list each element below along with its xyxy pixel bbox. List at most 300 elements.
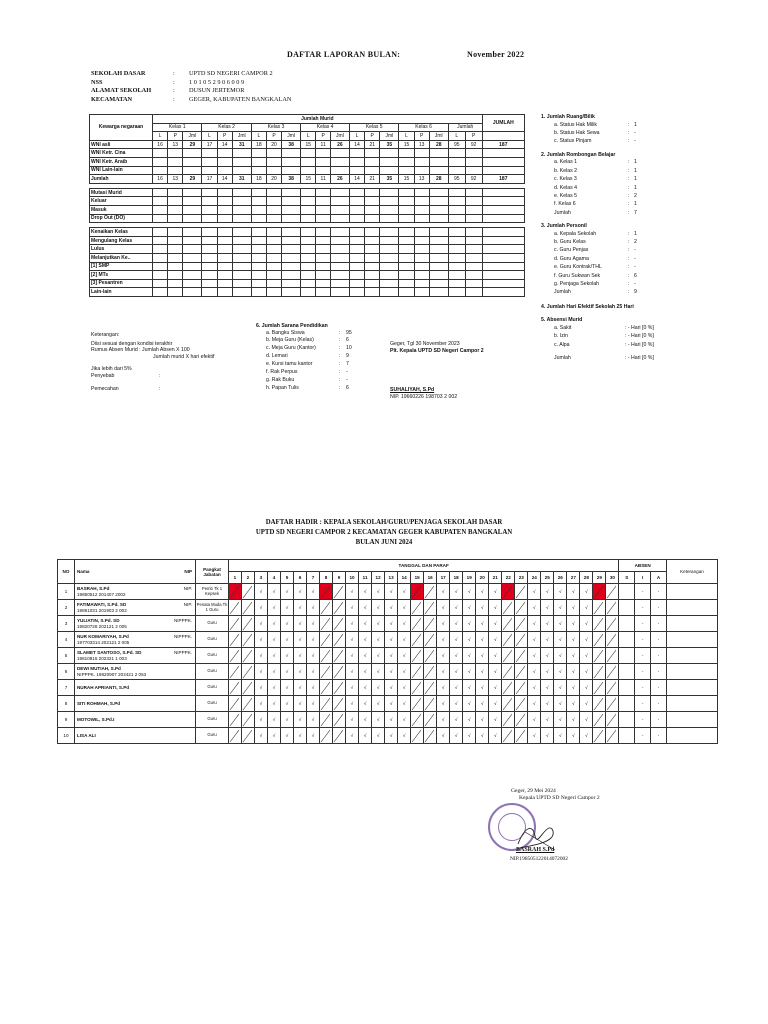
cell [465, 271, 482, 280]
day-header: 1 [228, 572, 241, 584]
cell [414, 228, 429, 237]
row-name: YULIATIN, S.Pd. SD NIPPPK. 19820728 202121 2 005 [74, 616, 195, 632]
day-cell [593, 728, 606, 744]
list-item: b. Izin : - Hari [0 %] [554, 333, 654, 340]
day-cell [333, 696, 346, 712]
cell [251, 271, 266, 280]
keterangan-cell [666, 712, 717, 728]
slash-mark [333, 665, 343, 679]
day-cell [515, 632, 528, 648]
day-cell: √ [541, 680, 554, 696]
row-label: WNI Ketr. Cina [90, 149, 153, 158]
cell [202, 262, 217, 271]
day-cell: √ [307, 584, 320, 600]
cell [217, 214, 232, 223]
cell [448, 228, 465, 237]
cell [380, 271, 399, 280]
cell [168, 214, 183, 223]
cell [282, 271, 301, 280]
slash-mark [333, 633, 343, 647]
s1-title: 1. Jumlah Ruang/Bilik [541, 114, 595, 120]
cell [266, 188, 281, 197]
note-diisi: Diisi sesuai dengan kondisi terakhir [91, 340, 173, 347]
row-jabatan: Guru [196, 664, 229, 680]
cell [251, 253, 266, 262]
cell [153, 262, 168, 271]
day-cell [320, 600, 333, 616]
day-cell [241, 728, 254, 744]
cell [251, 188, 266, 197]
cell [349, 271, 364, 280]
cell [448, 271, 465, 280]
cell [316, 279, 331, 288]
cell [414, 214, 429, 223]
cell [217, 245, 232, 254]
table-row [90, 188, 525, 197]
day-header: 20 [476, 572, 489, 584]
day-cell [424, 680, 437, 696]
slash-mark [242, 697, 252, 711]
day-cell: √ [346, 600, 359, 616]
cell [251, 214, 266, 223]
day-cell: √ [580, 664, 593, 680]
cell: 14 [217, 175, 232, 184]
slash-mark [515, 601, 525, 615]
cell [349, 157, 364, 166]
h-pangkat: Pangkat Jabatan [196, 560, 229, 584]
cell: 31 [232, 175, 251, 184]
absen-header: A [651, 572, 667, 584]
sub-header: P [168, 132, 183, 141]
slash-mark [424, 697, 434, 711]
keterangan-cell [666, 680, 717, 696]
day-cell: √ [450, 632, 463, 648]
slash-mark [593, 665, 603, 679]
cell [399, 271, 414, 280]
slash-mark [606, 617, 616, 631]
day-cell: √ [294, 648, 307, 664]
day-cell: √ [346, 728, 359, 744]
cell [330, 214, 349, 223]
note-keterangan: Keterangan: [91, 332, 120, 338]
table-row [90, 157, 525, 166]
cell [399, 279, 414, 288]
day-cell: √ [580, 648, 593, 664]
day-cell: √ [267, 584, 280, 600]
slash-mark [320, 665, 330, 679]
day-cell: √ [254, 680, 267, 696]
absen-s [619, 664, 635, 680]
day-header: 24 [528, 572, 541, 584]
slash-mark [411, 633, 421, 647]
day-cell: √ [541, 600, 554, 616]
cell [429, 288, 448, 297]
cell [202, 205, 217, 214]
cell [465, 157, 482, 166]
slash-mark [515, 633, 525, 647]
day-cell [228, 584, 241, 600]
slash-mark [333, 713, 343, 727]
day-cell [593, 584, 606, 600]
day-cell [241, 712, 254, 728]
keterangan-cell [666, 632, 717, 648]
cell [349, 188, 364, 197]
cell [316, 262, 331, 271]
sub-header: P [414, 132, 429, 141]
row-no: 6 [58, 664, 75, 680]
cell [399, 197, 414, 206]
slash-mark [229, 665, 239, 679]
cell: 13 [414, 175, 429, 184]
cell [301, 253, 316, 262]
cell [266, 166, 281, 175]
cell [266, 279, 281, 288]
cell [168, 166, 183, 175]
row-name: BASRAH, S.Pd NIP. 19850512 201407 2002 [74, 584, 195, 600]
day-cell [320, 664, 333, 680]
day-cell: √ [528, 696, 541, 712]
day-cell [320, 584, 333, 600]
cell [330, 149, 349, 158]
cell: 26 [330, 175, 349, 184]
day-cell: √ [359, 728, 372, 744]
day-cell: √ [528, 648, 541, 664]
slash-mark [424, 617, 434, 631]
cell [482, 166, 524, 175]
cell [217, 205, 232, 214]
cell [399, 228, 414, 237]
list-item: b. Guru Kelas : 2 [554, 239, 637, 246]
slash-mark [502, 585, 512, 599]
day-header: 6 [294, 572, 307, 584]
day-header: 12 [372, 572, 385, 584]
slash-mark [229, 617, 239, 631]
row-label: Keluar [90, 197, 153, 206]
day-cell [411, 712, 424, 728]
day-cell: √ [580, 680, 593, 696]
cell [217, 228, 232, 237]
day-cell: √ [437, 584, 450, 600]
sign-nip: NIP. 19660226 198703 2 002 [390, 393, 458, 400]
sarana-item: e. Kursi tamu kantor : 7 [266, 361, 349, 368]
list-item: g. Penjaga Sekolah : - [554, 281, 636, 288]
absen-i: - [635, 712, 651, 728]
day-cell: √ [463, 616, 476, 632]
slash-mark [242, 729, 252, 743]
sub-header: P [316, 132, 331, 141]
cell [380, 149, 399, 158]
cell [380, 205, 399, 214]
cell [183, 288, 202, 297]
day-cell [606, 648, 619, 664]
cell [251, 157, 266, 166]
day-cell: √ [580, 584, 593, 600]
table-row [90, 175, 525, 184]
cell [153, 214, 168, 223]
keterangan-cell [666, 664, 717, 680]
cell: 15 [301, 175, 316, 184]
cell: 11 [316, 175, 331, 184]
absen-a: - [651, 680, 667, 696]
day-cell: √ [294, 632, 307, 648]
cell [448, 288, 465, 297]
day-cell: √ [267, 728, 280, 744]
day-cell: √ [554, 664, 567, 680]
cell [414, 157, 429, 166]
cell [448, 214, 465, 223]
keterangan-cell [666, 600, 717, 616]
row-label: Mengulang Kelas [90, 236, 153, 245]
day-cell [320, 696, 333, 712]
absen-s [619, 728, 635, 744]
list-item: a. Sakit : - Hari [0 %] [554, 325, 654, 331]
day-cell [593, 664, 606, 680]
slash-mark [424, 681, 434, 695]
absen-s [619, 680, 635, 696]
cell [316, 253, 331, 262]
cell [365, 205, 380, 214]
cell [399, 288, 414, 297]
s5-title: 5. Absensi Murid [541, 317, 583, 324]
cell [251, 288, 266, 297]
sub-header: L [202, 132, 217, 141]
slash-mark [515, 617, 525, 631]
day-cell: √ [398, 664, 411, 680]
slash-mark [411, 601, 421, 615]
cell [448, 188, 465, 197]
cell [217, 188, 232, 197]
row-jabatan: Guru [196, 696, 229, 712]
day-cell: √ [359, 680, 372, 696]
note-rumus2: Jumlah murid X hari efektif [153, 353, 215, 360]
cell [316, 228, 331, 237]
day-cell [320, 680, 333, 696]
cell [232, 253, 251, 262]
cell [251, 149, 266, 158]
cell [282, 214, 301, 223]
slash-mark [229, 681, 239, 695]
sub-header: Jml [282, 132, 301, 141]
sarana-item: a. Bangku Siswa : 95 [266, 329, 352, 336]
day-cell: √ [450, 696, 463, 712]
cell [183, 188, 202, 197]
h-tanggal: TANGGAL DAN PARAF [228, 560, 618, 572]
cell [266, 149, 281, 158]
slash-mark [411, 729, 421, 743]
cell [399, 188, 414, 197]
row-no: 7 [58, 680, 75, 696]
day-cell [241, 648, 254, 664]
cell [168, 149, 183, 158]
day-cell [593, 648, 606, 664]
day-cell: √ [567, 712, 580, 728]
slash-mark [606, 601, 616, 615]
cell [266, 228, 281, 237]
sub-header: P [266, 132, 281, 141]
day-cell: √ [567, 664, 580, 680]
day-cell: √ [489, 696, 502, 712]
absen-a: - [651, 584, 667, 600]
table-row [90, 288, 525, 297]
day-header: 26 [554, 572, 567, 584]
cell [217, 157, 232, 166]
list-item: Jumlah : 7 [554, 209, 637, 216]
day-cell [515, 616, 528, 632]
cell [282, 245, 301, 254]
day-cell: √ [385, 600, 398, 616]
class-header: Kelas 6 [399, 123, 448, 132]
day-cell: √ [254, 728, 267, 744]
row-label: [3] Pesantren [90, 279, 153, 288]
day-cell: √ [580, 712, 593, 728]
sub-header: Jml [183, 132, 202, 141]
slash-mark [606, 585, 616, 599]
row-name: DEWI MUTIAH, S.Pd NIPPPK. 19820907 202421 2 053 [74, 664, 195, 680]
list-item: d. Kelas 4 : 1 [554, 184, 637, 191]
day-cell: √ [489, 584, 502, 600]
cell [168, 262, 183, 271]
day-cell: √ [554, 696, 567, 712]
cell [349, 205, 364, 214]
day-cell: √ [580, 616, 593, 632]
day-cell: √ [385, 680, 398, 696]
slash-mark [333, 649, 343, 663]
day-cell: √ [267, 632, 280, 648]
cell [301, 228, 316, 237]
cell: 95 [448, 175, 465, 184]
day-cell: √ [450, 648, 463, 664]
slash-mark [229, 585, 239, 599]
slash-mark [515, 697, 525, 711]
cell [316, 288, 331, 297]
cell [202, 253, 217, 262]
day-cell: √ [437, 648, 450, 664]
day-cell [228, 632, 241, 648]
day-header: 5 [280, 572, 293, 584]
slash-mark [502, 681, 512, 695]
cell [301, 288, 316, 297]
sub-header: P [465, 132, 482, 141]
h-keterangan: Keterangan [666, 560, 717, 584]
cell [482, 157, 524, 166]
day-cell [333, 728, 346, 744]
slash-mark [333, 697, 343, 711]
slash-mark [502, 729, 512, 743]
cell [349, 279, 364, 288]
absen-i: - [635, 600, 651, 616]
day-cell: √ [437, 600, 450, 616]
row-label: WNI asli [90, 140, 153, 149]
cell [282, 228, 301, 237]
cell [330, 197, 349, 206]
att-sign-name: BASRAH S.Pd [516, 847, 555, 853]
school-value-1: 1 0 1 0 5 2 9 0 6 0 0 9 [189, 78, 245, 86]
cell [399, 205, 414, 214]
list-item: f. Kelas 6 : 1 [554, 201, 637, 208]
h-absen: ABSEN [619, 560, 667, 572]
day-cell [424, 712, 437, 728]
absen-i: - [635, 664, 651, 680]
day-cell [502, 712, 515, 728]
table-row [90, 271, 525, 280]
slash-mark [333, 601, 343, 615]
day-cell [593, 696, 606, 712]
cell [217, 197, 232, 206]
day-cell: √ [359, 712, 372, 728]
sub-header: L [251, 132, 266, 141]
day-cell: √ [254, 648, 267, 664]
day-cell: √ [437, 712, 450, 728]
day-cell: √ [580, 632, 593, 648]
school-label-3: KECAMATAN [91, 95, 133, 103]
day-cell: √ [450, 680, 463, 696]
list-item: a. Status Hak Milik : 1 [554, 121, 637, 128]
cell [202, 271, 217, 280]
table-row [90, 253, 525, 262]
cell: 26 [330, 140, 349, 149]
slash-mark [333, 585, 343, 599]
sarana-item: h. Papan Tulis : 6 [266, 384, 349, 391]
cell [365, 166, 380, 175]
cell [232, 271, 251, 280]
day-cell: √ [489, 712, 502, 728]
absen-i: - [635, 648, 651, 664]
cell [282, 166, 301, 175]
absen-s [619, 712, 635, 728]
day-header: 17 [437, 572, 450, 584]
slash-mark [320, 697, 330, 711]
row-label: [1] SMP [90, 262, 153, 271]
day-cell [424, 600, 437, 616]
day-cell [333, 648, 346, 664]
cell [316, 271, 331, 280]
cell [183, 197, 202, 206]
cell [414, 166, 429, 175]
day-cell: √ [346, 680, 359, 696]
cell [202, 188, 217, 197]
day-cell: √ [476, 600, 489, 616]
day-cell [320, 712, 333, 728]
cell [153, 288, 168, 297]
cell [429, 245, 448, 254]
cell [282, 279, 301, 288]
day-cell: √ [528, 600, 541, 616]
cell: 18 [251, 175, 266, 184]
slash-mark [242, 601, 252, 615]
sub-header: L [349, 132, 364, 141]
cell [330, 253, 349, 262]
absen-i: - [635, 584, 651, 600]
report-signature [390, 341, 484, 400]
cell [282, 262, 301, 271]
slash-mark [242, 713, 252, 727]
slash-mark [424, 713, 434, 727]
row-name: FATIMAWATI, S.Pd. SD NIP. 19851031 201903 2 002 [74, 600, 195, 616]
cell [330, 279, 349, 288]
day-cell [502, 680, 515, 696]
cell [316, 214, 331, 223]
cell [183, 253, 202, 262]
day-cell [228, 664, 241, 680]
cell [232, 157, 251, 166]
cell [168, 188, 183, 197]
day-cell: √ [294, 584, 307, 600]
day-cell [606, 680, 619, 696]
day-cell: √ [385, 584, 398, 600]
cell [251, 236, 266, 245]
cell [482, 271, 524, 280]
cell [365, 253, 380, 262]
